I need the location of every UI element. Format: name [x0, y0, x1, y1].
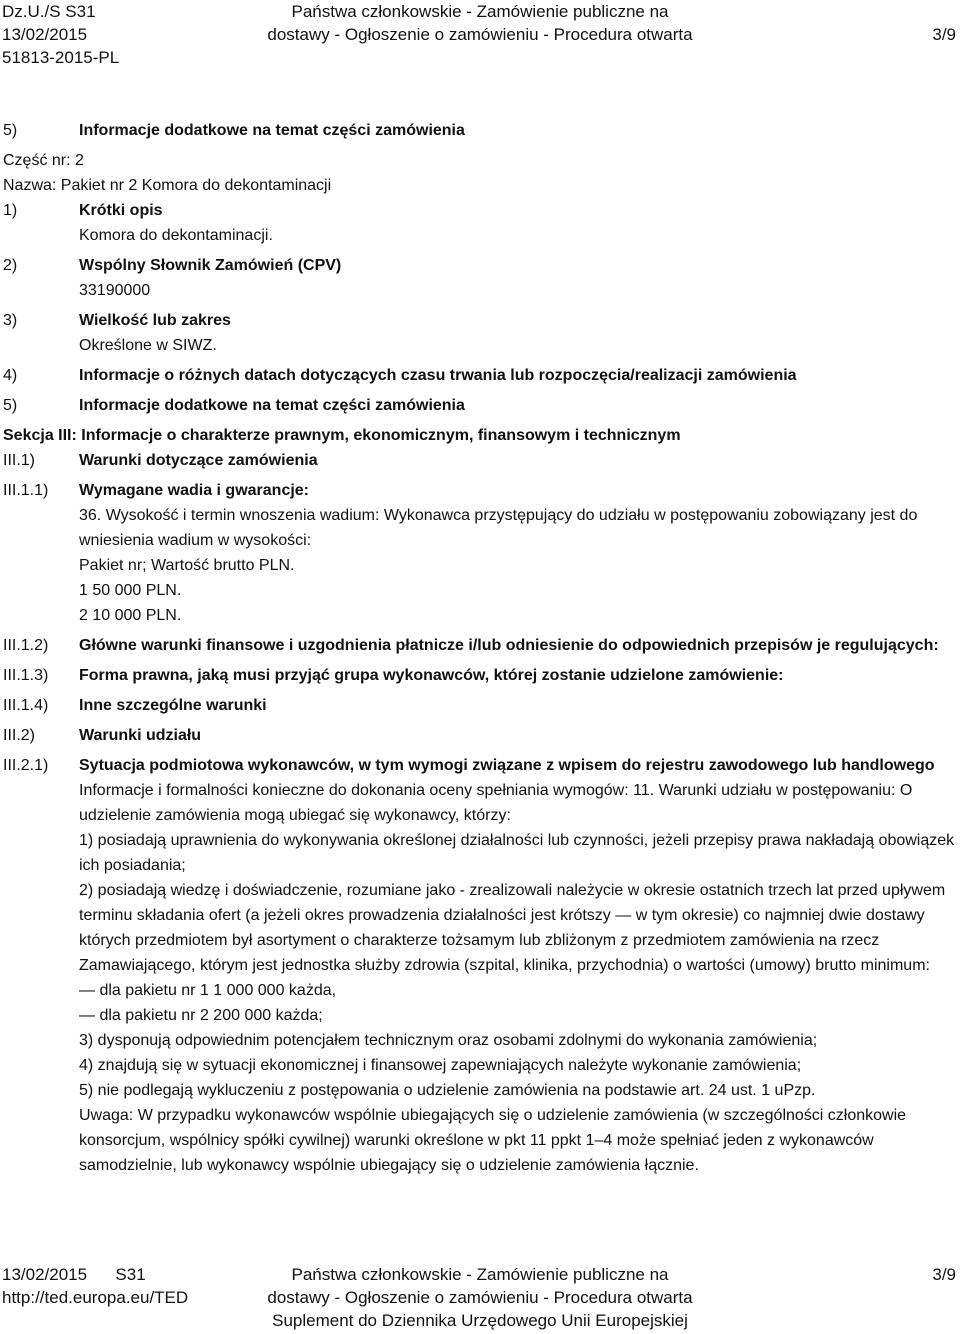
- section-number: III.1.4): [3, 697, 49, 714]
- item-additional-info: [3, 393, 955, 418]
- part-info-heading: [3, 118, 955, 143]
- item-short-description: [3, 198, 955, 248]
- header-date: 13/02/2015: [2, 25, 88, 44]
- condition-item: 3) dysponują odpowiednim potencjałem technicznym oraz osobami zdolnymi do wykonania zamówienia;: [79, 1032, 818, 1049]
- header-page-number: 3/9: [932, 25, 956, 44]
- journal-ref: Dz.U./S S31: [2, 2, 96, 21]
- page-footer: [0, 1263, 960, 1334]
- footer-title-line3: Suplement do Dziennika Urzędowego Unii Europejskiej: [272, 1311, 688, 1330]
- footer-title-line2: dostawy - Ogłoszenie o zamówieniu - Procedura otwarta: [267, 1288, 693, 1307]
- page-header: [0, 0, 960, 72]
- section-title: Inne szczególne warunki: [79, 697, 267, 714]
- section-title: Informacje dodatkowe na temat części zamówienia: [79, 122, 465, 139]
- item-title: Wielkość lub zakres: [79, 312, 231, 329]
- item-cpv: [3, 253, 955, 303]
- deposit-line: Pakiet nr; Wartość brutto PLN.: [79, 557, 295, 574]
- footer-center: [0, 1263, 960, 1332]
- section-title: Główne warunki finansowe i uzgodnienia płatnicze i/lub odniesienie do odpowiednich przepisów je regulujących:: [79, 637, 939, 654]
- item-title: Informacje dodatkowe na temat części zamówienia: [79, 397, 465, 414]
- section-number: III.2): [3, 727, 36, 744]
- deposit-line: 2 10 000 PLN.: [79, 607, 182, 624]
- iii-1-2-block: [3, 633, 955, 658]
- condition-item: — dla pakietu nr 2 200 000 każda;: [79, 1007, 323, 1024]
- item-title: Krótki opis: [79, 202, 163, 219]
- section-title: Forma prawna, jaką musi przyjąć grupa wykonawców, której zostanie udzielone zamówienie:: [79, 667, 784, 684]
- part-number: Część nr: 2: [3, 152, 84, 169]
- iii-2-1-block: [3, 753, 955, 1178]
- item-number: 2): [3, 257, 18, 274]
- notice-number: 51813-2015-PL: [2, 48, 120, 67]
- item-number: 1): [3, 202, 18, 219]
- header-title-line2: dostawy - Ogłoszenie o zamówieniu - Procedura otwarta: [267, 25, 693, 44]
- section-number: III.1.2): [3, 637, 49, 654]
- conditions-intro: Informacje i formalności konieczne do dokonania oceny spełniania wymogów: 11. Warunki udziału w postępowaniu: O udzielenie zamówienia mogą ubiegać się wykonawcy, którzy:: [79, 782, 913, 824]
- item-number: 3): [3, 312, 18, 329]
- section-number: III.1.3): [3, 667, 49, 684]
- part-name: Nazwa: Pakiet nr 2 Komora do dekontaminacji: [3, 177, 332, 194]
- condition-note: Uwaga: W przypadku wykonawców wspólnie ubiegających się o udzielenie zamówienia (w szczególności członkowie konsorcjum, wspólnicy spółki cywilnej) warunki określone w pkt 11 ppkt 1–4 może spełniać jeden z wykonawców samodzielnie, lub wykonawcy wspólnie ubiegający się o udzielenie zamówienia łącznie.: [79, 1107, 907, 1174]
- iii-1-heading: [3, 448, 955, 473]
- header-title-line1: Państwa członkowskie - Zamówienie publiczne na: [291, 2, 669, 21]
- item-dates: [3, 363, 955, 388]
- item-title: Wspólny Słownik Zamówień (CPV): [79, 257, 342, 274]
- document-body: [3, 118, 955, 1178]
- deposit-text: 36. Wysokość i termin wnoszenia wadium: Wykonawca przystępujący do udziału w postępowaniu zobowiązany jest do wniesienia wadium w wysokości:: [79, 507, 918, 549]
- iii-1-3-block: [3, 663, 955, 688]
- header-center: [0, 0, 960, 46]
- section-number: III.2.1): [3, 757, 49, 774]
- item-number: 5): [3, 397, 18, 414]
- footer-date: 13/02/2015 S31: [2, 1265, 146, 1284]
- footer-page-number: 3/9: [932, 1265, 956, 1284]
- item-title: Informacje o różnych datach dotyczących czasu trwania lub rozpoczęcia/realizacji zamówienia: [79, 367, 797, 384]
- iii-1-4-block: [3, 693, 955, 718]
- footer-url: http://ted.europa.eu/TED: [2, 1288, 189, 1307]
- section-number: III.1.1): [3, 482, 49, 499]
- item-text: Komora do dekontaminacji.: [79, 227, 273, 244]
- condition-item: 4) znajdują się w sytuacji ekonomicznej i finansowej zapewniających należyte wykonanie zamówienia;: [79, 1057, 802, 1074]
- iii-2-heading: [3, 723, 955, 748]
- section-title: Warunki dotyczące zamówienia: [79, 452, 318, 469]
- item-scope: [3, 308, 955, 358]
- section-title: Wymagane wadia i gwarancje:: [79, 482, 310, 499]
- footer-title-line1: Państwa członkowskie - Zamówienie publiczne na: [291, 1265, 669, 1284]
- deposit-line: 1 50 000 PLN.: [79, 582, 182, 599]
- section-title: Warunki udziału: [79, 727, 202, 744]
- item-text: 33190000: [79, 282, 151, 299]
- section-title: Sytuacja podmiotowa wykonawców, w tym wymogi związane z wpisem do rejestru zawodowego lub handlowego: [79, 757, 935, 774]
- condition-item: 1) posiadają uprawnienia do wykonywania określonej działalności lub czynności, jeżeli przepisy prawa nakładają obowiązek ich posiadania;: [79, 832, 955, 874]
- condition-item: — dla pakietu nr 1 1 000 000 każda,: [79, 982, 337, 999]
- condition-item: 5) nie podlegają wykluczeniu z postępowania o udzielenie zamówienia na podstawie art. 24 ust. 1 uPzp.: [79, 1082, 816, 1099]
- condition-item: 2) posiadają wiedzę i doświadczenie, rozumiane jako - zrealizowali należycie w okresie ostatnich trzech lat przed upływem terminu składania ofert (a jeżeli okres prowadzenia działalności jest krótszy — w tym okresie) co najmniej dwie dostawy których przedmiotem był asortyment o charakterze tożsamym lub zbliżonym z przedmiotem zamówienia na rzecz Zamawiającego, którym jest jednostka służby zdrowia (szpital, klinika, przychodnia) o wartości (umowy) brutto minimum:: [79, 882, 946, 974]
- item-text: Określone w SIWZ.: [79, 337, 217, 354]
- section-number: 5): [3, 122, 18, 139]
- section-iii-title: Sekcja III: Informacje o charakterze prawnym, ekonomicznym, finansowym i technicznym: [3, 427, 681, 444]
- iii-1-1-block: [3, 478, 955, 628]
- item-number: 4): [3, 367, 18, 384]
- section-number: III.1): [3, 452, 36, 469]
